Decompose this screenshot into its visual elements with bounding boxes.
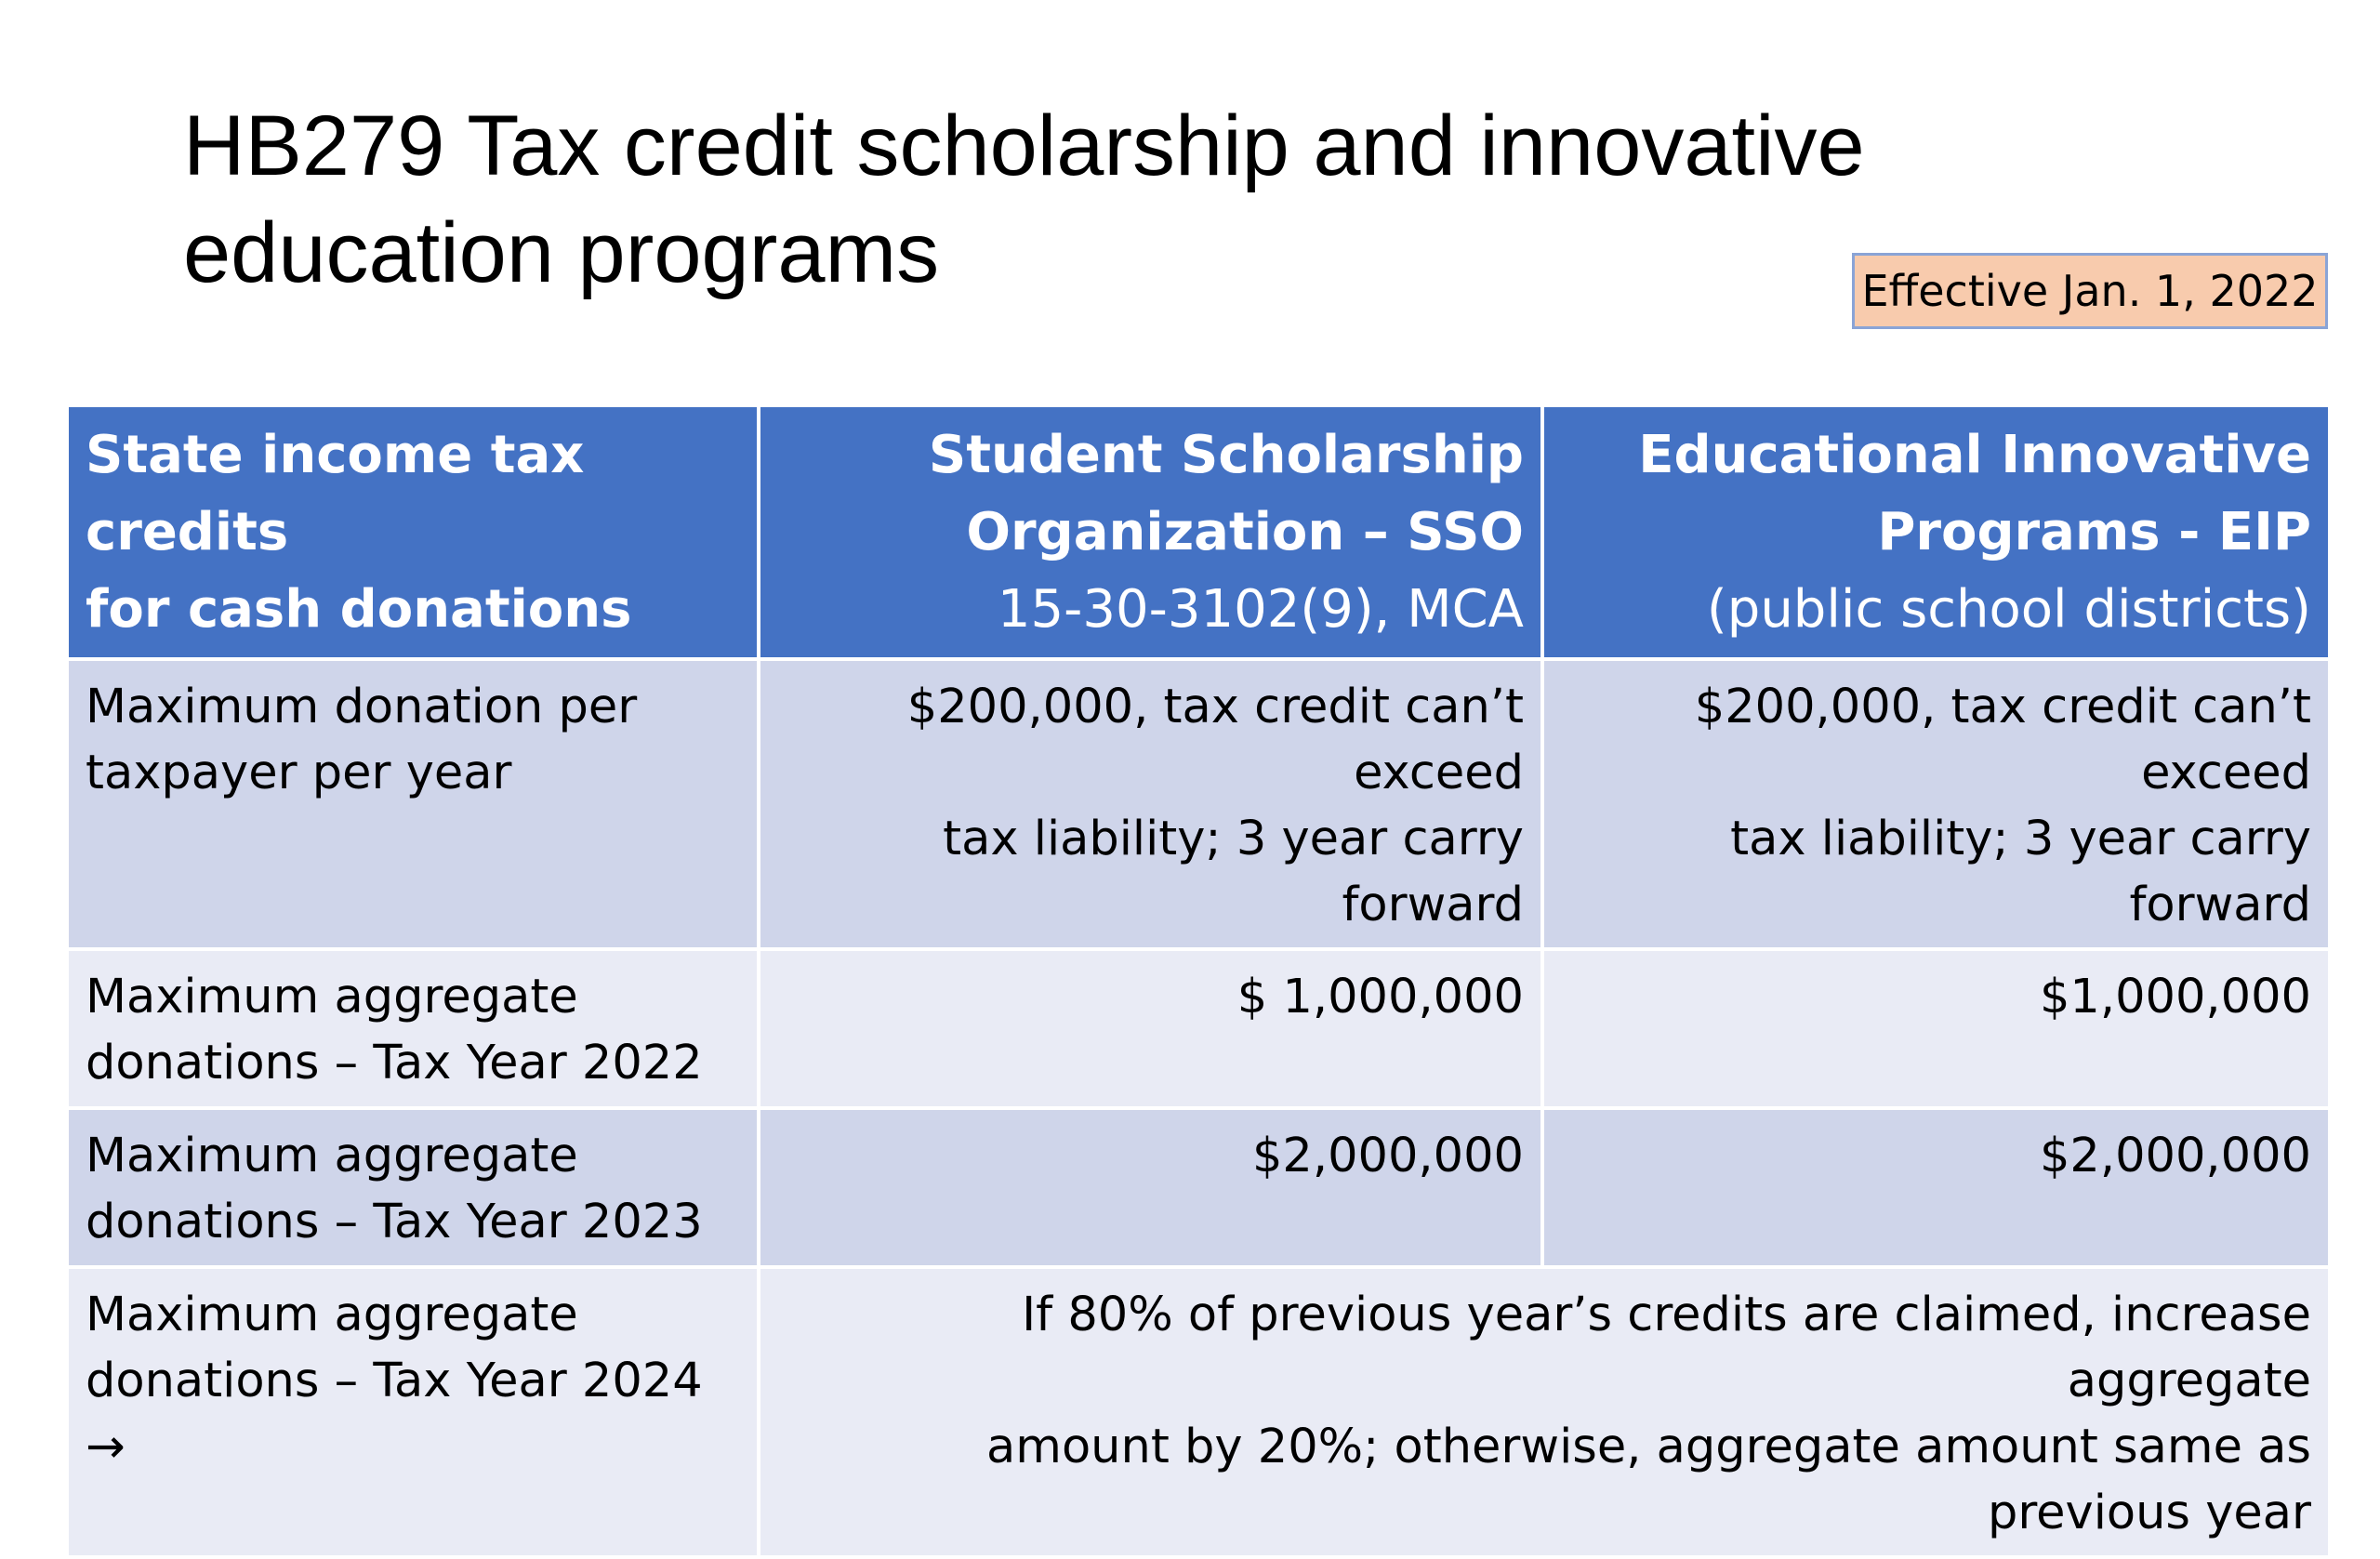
slide-title bbox=[183, 93, 2043, 307]
header-text: State income tax credits bbox=[86, 425, 585, 562]
cell-text: $200,000, tax credit can’t exceed bbox=[906, 680, 1524, 800]
cell-text: If 80% of previous year’s credits are claimed, increase aggregate bbox=[1022, 1288, 2311, 1408]
slide-title-line-1: HB279 Tax credit scholarship and innovative bbox=[183, 99, 1865, 193]
row-label-text: donations – Tax Year 2022 bbox=[86, 1036, 703, 1090]
row-label bbox=[67, 949, 759, 1108]
cell-text: amount by 20%; otherwise, aggregate amount same as previous year bbox=[986, 1420, 2311, 1540]
row-label bbox=[67, 1108, 759, 1267]
effective-date-badge: Effective Jan. 1, 2022 bbox=[1852, 253, 2328, 329]
header-text: Organization – SSO bbox=[966, 502, 1524, 562]
header-text: for cash donations bbox=[86, 579, 632, 640]
sso-cell: $2,000,000 bbox=[759, 1108, 1542, 1267]
sso-cell: $ 1,000,000 bbox=[759, 949, 1542, 1108]
eip-cell: $2,000,000 bbox=[1542, 1108, 2330, 1267]
table-row bbox=[67, 1267, 2330, 1557]
row-label bbox=[67, 1267, 759, 1557]
cell-text: tax liability; 3 year carry forward bbox=[1730, 812, 2311, 932]
tax-credit-table bbox=[65, 403, 2332, 1559]
cell-text: $200,000, tax credit can’t exceed bbox=[1694, 680, 2311, 800]
table-row bbox=[67, 659, 2330, 949]
header-subtext: (public school districts) bbox=[1706, 579, 2311, 640]
row-label-text: donations – Tax Year 2023 bbox=[86, 1195, 703, 1249]
table-row bbox=[67, 949, 2330, 1108]
header-subtext: 15-30-3102(9), MCA bbox=[997, 579, 1524, 640]
header-text: Programs - EIP bbox=[1877, 502, 2311, 562]
row-label-text: donations – Tax Year 2024 → bbox=[86, 1354, 703, 1474]
cell-text: tax liability; 3 year carry forward bbox=[943, 812, 1524, 932]
row-label-text: Maximum aggregate bbox=[86, 1129, 578, 1183]
row-label-text: Maximum aggregate bbox=[86, 970, 578, 1024]
row-label-text: Maximum donation per bbox=[86, 680, 638, 734]
row-label bbox=[67, 659, 759, 949]
table-header-row bbox=[67, 405, 2330, 659]
eip-cell bbox=[1542, 659, 2330, 949]
slide-title-line-2: education programs bbox=[183, 205, 940, 300]
merged-cell bbox=[759, 1267, 2330, 1557]
sso-cell bbox=[759, 659, 1542, 949]
header-text: Student Scholarship bbox=[928, 425, 1524, 485]
table-row bbox=[67, 1108, 2330, 1267]
header-cell-tax-credits bbox=[67, 405, 759, 659]
eip-cell: $1,000,000 bbox=[1542, 949, 2330, 1108]
row-label-text: Maximum aggregate bbox=[86, 1288, 578, 1342]
header-text: Educational Innovative bbox=[1638, 425, 2311, 485]
header-cell-eip bbox=[1542, 405, 2330, 659]
row-label-text: taxpayer per year bbox=[86, 746, 512, 800]
header-cell-sso bbox=[759, 405, 1542, 659]
